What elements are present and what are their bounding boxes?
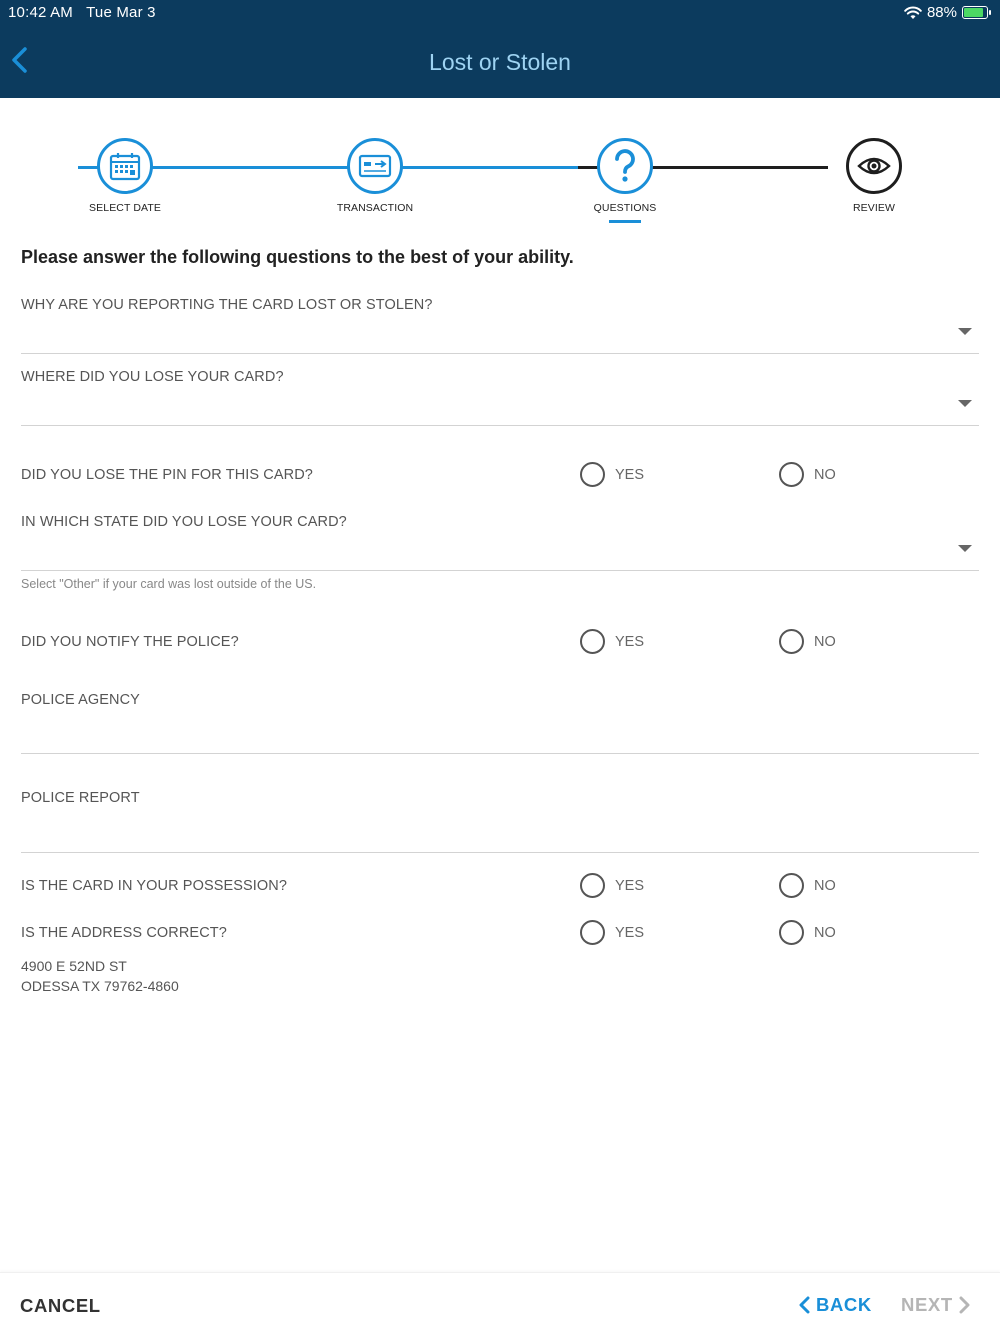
address-line-2: ODESSA TX 79762-4860 <box>21 978 179 994</box>
state-label: IN WHICH STATE DID YOU LOSE YOUR CARD? <box>21 514 347 530</box>
address-question-label: IS THE ADDRESS CORRECT? <box>21 925 227 941</box>
battery-icon <box>962 6 988 19</box>
radio-circle[interactable] <box>779 629 804 654</box>
step-label: REVIEW <box>852 202 896 214</box>
cancel-button[interactable]: CANCEL <box>20 1295 101 1316</box>
eye-icon <box>846 138 902 194</box>
chevron-down-icon[interactable] <box>958 328 972 335</box>
possession-no-radio[interactable] <box>779 873 836 898</box>
step-review <box>794 138 954 214</box>
battery-percent: 88% <box>926 4 957 21</box>
progress-stepper <box>0 98 1000 233</box>
status-time: 10:42 AM Tue Mar 3 <box>8 4 156 21</box>
radio-circle[interactable] <box>779 920 804 945</box>
address-line-1: 4900 E 52ND ST <box>21 958 127 974</box>
possession-yes-radio[interactable] <box>580 873 644 898</box>
form-intro: Please answer the following questions to the best of your ability. <box>21 247 574 267</box>
radio-label: NO <box>814 466 836 483</box>
divider <box>21 425 979 426</box>
radio-label: NO <box>814 924 836 941</box>
radio-label: YES <box>615 633 645 650</box>
step-select-date <box>45 138 205 214</box>
footer-bar <box>0 1272 1000 1334</box>
question-mark-icon <box>597 138 653 194</box>
step-label: SELECT DATE <box>89 202 161 214</box>
where-label: WHERE DID YOU LOSE YOUR CARD? <box>21 369 284 385</box>
state-dropdown[interactable] <box>21 533 979 569</box>
reason-dropdown[interactable] <box>21 316 979 352</box>
card-transaction-icon <box>347 138 403 194</box>
chevron-down-icon[interactable] <box>958 545 972 552</box>
possession-label: IS THE CARD IN YOUR POSSESSION? <box>21 878 288 894</box>
address-no-radio[interactable] <box>779 920 836 945</box>
step-label: QUESTIONS <box>593 202 657 214</box>
status-indicators <box>904 4 988 21</box>
radio-circle[interactable] <box>580 629 605 654</box>
reason-label: WHY ARE YOU REPORTING THE CARD LOST OR STOLEN? <box>21 297 433 313</box>
page-title: Lost or Stolen <box>429 49 571 75</box>
police-yes-radio[interactable] <box>580 629 644 654</box>
chevron-right-icon <box>959 1296 971 1314</box>
radio-label: YES <box>615 877 645 894</box>
radio-label: NO <box>814 877 836 894</box>
address-yes-radio[interactable] <box>580 920 644 945</box>
chevron-left-icon <box>798 1296 810 1314</box>
divider <box>21 570 979 571</box>
where-dropdown[interactable] <box>21 388 979 424</box>
top-header <box>0 0 1000 98</box>
divider <box>21 353 979 354</box>
wifi-icon <box>904 6 922 20</box>
radio-circle[interactable] <box>580 873 605 898</box>
step-transaction <box>295 138 455 214</box>
step-questions <box>545 138 705 223</box>
pin-yes-radio[interactable] <box>580 462 644 487</box>
police-no-radio[interactable] <box>779 629 836 654</box>
divider <box>21 852 979 853</box>
police-agency-input[interactable] <box>21 712 979 752</box>
police-agency-label: POLICE AGENCY <box>21 692 140 708</box>
radio-circle[interactable] <box>580 462 605 487</box>
divider <box>21 753 979 754</box>
radio-label: YES <box>615 466 645 483</box>
back-button[interactable] <box>798 1294 872 1316</box>
police-report-label: POLICE REPORT <box>21 790 140 806</box>
radio-circle[interactable] <box>580 920 605 945</box>
radio-label: YES <box>615 924 645 941</box>
back-button-label: BACK <box>816 1294 872 1315</box>
pin-question-label: DID YOU LOSE THE PIN FOR THIS CARD? <box>21 467 313 483</box>
next-button[interactable] <box>901 1294 971 1316</box>
radio-label: NO <box>814 633 836 650</box>
step-label: TRANSACTION <box>336 202 414 214</box>
calendar-icon <box>97 138 153 194</box>
police-report-input[interactable] <box>21 810 979 850</box>
state-hint: Select "Other" if your card was lost outside of the US. <box>21 577 317 591</box>
radio-circle[interactable] <box>779 873 804 898</box>
radio-circle[interactable] <box>779 462 804 487</box>
police-notified-label: DID YOU NOTIFY THE POLICE? <box>21 634 239 650</box>
next-button-label: NEXT <box>901 1294 953 1315</box>
chevron-down-icon[interactable] <box>958 400 972 407</box>
pin-no-radio[interactable] <box>779 462 836 487</box>
active-step-indicator <box>609 220 641 223</box>
